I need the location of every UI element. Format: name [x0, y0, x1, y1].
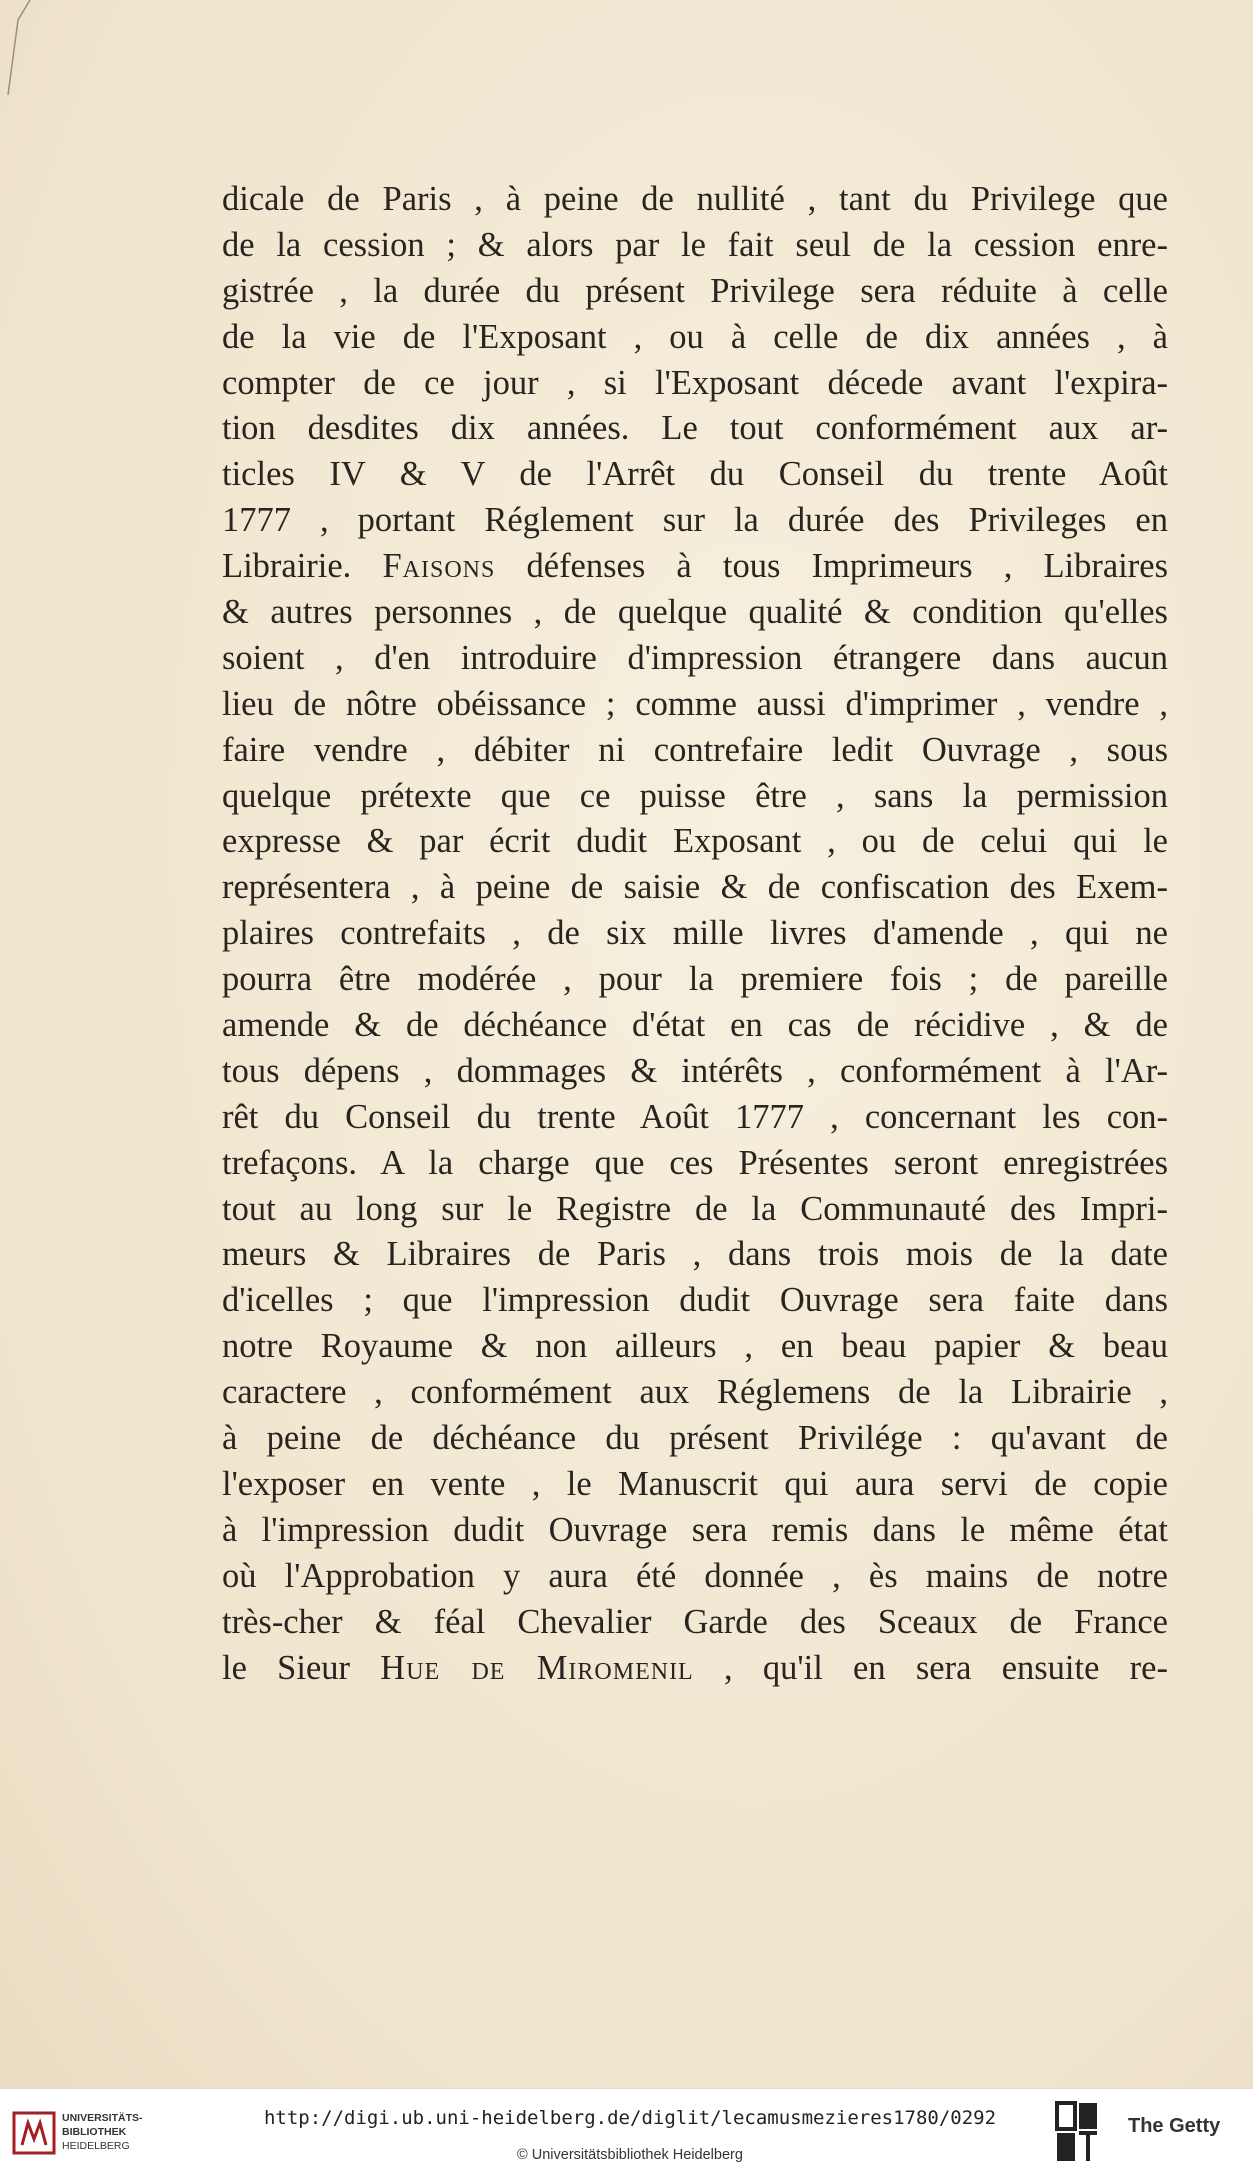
- text-line: [222, 1508, 1168, 1554]
- text-line: [222, 1187, 1168, 1233]
- library-name: [62, 2111, 143, 2153]
- text-segment: compter de ce jour , si l'Exposant décede avant l'expira-: [222, 363, 1168, 402]
- text-line: [222, 1003, 1168, 1049]
- text-line: [222, 636, 1168, 682]
- text-segment: gistrée , la durée du présent Privilege sera réduite à celle: [222, 271, 1168, 310]
- text-line: [222, 544, 1168, 590]
- text-line: [222, 1646, 1168, 1692]
- viewer-footer: [0, 2088, 1253, 2176]
- library-name-line3: HEIDELBERG: [62, 2140, 130, 2152]
- text-segment: où l'Approbation y aura été donnée , ès mains de notre: [222, 1556, 1168, 1595]
- text-segment: ticles IV & V de l'Arrêt du Conseil du trente Août: [222, 455, 1168, 494]
- text-segment: faire vendre , débiter ni contrefaire ledit Ouvrage , sous: [222, 730, 1168, 769]
- text-segment: Librairie.: [222, 547, 383, 586]
- text-segment: trefaçons. A la charge que ces Présentes seront enregistrées: [222, 1143, 1168, 1182]
- text-line: [222, 911, 1168, 957]
- text-segment: 1777 , portant Réglement sur la durée des Privileges en: [222, 501, 1168, 540]
- text-line: [222, 1462, 1168, 1508]
- document-body: [222, 177, 1168, 1691]
- text-segment: lieu de nôtre obéissance ; comme aussi d'imprimer , vendre ,: [222, 684, 1168, 723]
- text-segment: à l'impression dudit Ouvrage sera remis dans le même état: [222, 1510, 1168, 1549]
- text-line: [222, 1370, 1168, 1416]
- text-line: [222, 1278, 1168, 1324]
- text-line: [222, 269, 1168, 315]
- university-library-seal-icon: [12, 2111, 56, 2155]
- text-line: [222, 223, 1168, 269]
- text-segment: tion desdites dix années. Le tout conformément aux ar-: [222, 409, 1168, 448]
- text-segment: caractere , conformément aux Réglemens de la Librairie ,: [222, 1373, 1168, 1412]
- text-segment: notre Royaume & non ailleurs , en beau papier & beau: [222, 1327, 1168, 1366]
- text-segment: très-cher & féal Chevalier Garde des Sceaux de France: [222, 1602, 1168, 1641]
- text-line: [222, 361, 1168, 407]
- text-line: [222, 1554, 1168, 1600]
- text-line: [222, 1141, 1168, 1187]
- text-line: [222, 177, 1168, 223]
- text-line: [222, 406, 1168, 452]
- text-segment: plaires contrefaits , de six mille livres d'amende , qui ne: [222, 914, 1168, 953]
- text-segment: , qu'il en sera ensuite re-: [693, 1648, 1168, 1687]
- library-name-line1: UNIVERSITÄTS-: [62, 2112, 143, 2124]
- text-line: [222, 819, 1168, 865]
- text-segment: dicale de Paris , à peine de nullité , tant du Privilege que: [222, 180, 1168, 218]
- text-segment: de la vie de l'Exposant , ou à celle de dix années , à: [222, 317, 1168, 356]
- page-url-link[interactable]: http://digi.ub.uni-heidelberg.de/diglit/lecamusmezieres1780/0292: [263, 2107, 997, 2129]
- text-segment: quelque prétexte que ce puisse être , sans la permission: [222, 776, 1168, 815]
- text-segment: à peine de déchéance du présent Privilége : qu'avant de: [222, 1419, 1168, 1458]
- library-logo[interactable]: [12, 2103, 162, 2163]
- text-segment: représentera , à peine de saisie & de confiscation des Exem-: [222, 868, 1168, 907]
- text-line: [222, 774, 1168, 820]
- text-line: [222, 728, 1168, 774]
- text-segment: pourra être modérée , pour la premiere fois ; de pareille: [222, 960, 1168, 999]
- text-line: [222, 315, 1168, 361]
- text-segment: soient , d'en introduire d'impression étrangere dans aucun: [222, 638, 1168, 677]
- text-line: [222, 498, 1168, 544]
- text-line: [222, 1600, 1168, 1646]
- text-segment: amende & de déchéance d'état en cas de récidive , & de: [222, 1006, 1168, 1045]
- text-line: [222, 865, 1168, 911]
- text-segment: défenses à tous Imprimeurs , Libraires: [495, 547, 1168, 586]
- text-line: [222, 682, 1168, 728]
- text-segment: rêt du Conseil du trente Août 1777 , concernant les con-: [222, 1097, 1168, 1136]
- text-segment: expresse & par écrit dudit Exposant , ou de celui qui le: [222, 822, 1168, 861]
- text-line: [222, 1324, 1168, 1370]
- text-segment: d'icelles ; que l'impression dudit Ouvrage sera faite dans: [222, 1281, 1168, 1320]
- getty-label[interactable]: The Getty: [1128, 2115, 1221, 2137]
- text-line: [222, 590, 1168, 636]
- text-line: [222, 452, 1168, 498]
- page-corner-mark: [0, 0, 60, 100]
- text-line: [222, 957, 1168, 1003]
- text-segment: de la cession ; & alors par le fait seul de la cession enre-: [222, 225, 1168, 264]
- small-caps-text: Hue de Miromenil: [380, 1648, 694, 1687]
- library-name-line2: BIBLIOTHEK: [62, 2126, 127, 2138]
- small-caps-text: Faisons: [382, 547, 496, 586]
- text-line: [222, 1232, 1168, 1278]
- text-segment: l'exposer en vente , le Manuscrit qui aura servi de copie: [222, 1464, 1168, 1503]
- text-segment: tous dépens , dommages & intérêts , conformément à l'Ar-: [222, 1051, 1168, 1090]
- copyright-notice: © Universitätsbibliothek Heidelberg: [517, 2147, 743, 2163]
- text-segment: & autres personnes , de quelque qualité & condition qu'elles: [222, 593, 1168, 632]
- text-segment: le Sieur: [222, 1648, 381, 1687]
- text-segment: tout au long sur le Registre de la Communauté des Impri-: [222, 1189, 1168, 1228]
- text-line: [222, 1095, 1168, 1141]
- text-line: [222, 1416, 1168, 1462]
- text-line: [222, 1049, 1168, 1095]
- text-segment: meurs & Libraires de Paris , dans trois mois de la date: [222, 1235, 1168, 1274]
- getty-logo-icon[interactable]: [1055, 2101, 1099, 2163]
